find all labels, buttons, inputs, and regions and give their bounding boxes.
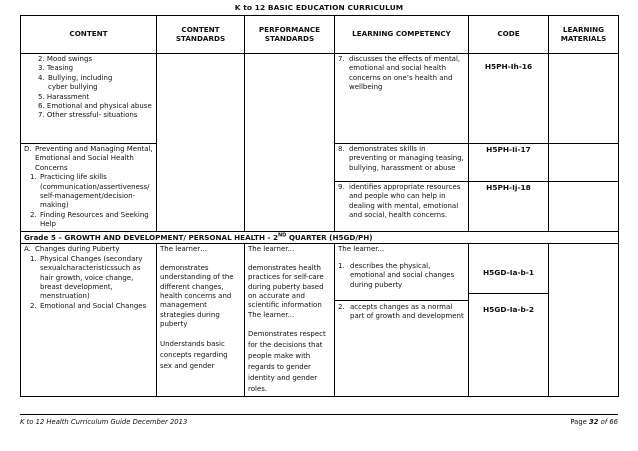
code-cell: H5PH-Ii-17 bbox=[469, 144, 549, 182]
footer-page-number: Page 32 of 66 bbox=[570, 418, 618, 426]
materials-cell bbox=[549, 144, 619, 182]
list-item: 2. Emotional and Social Changes bbox=[30, 301, 147, 310]
competency-cell bbox=[335, 244, 469, 397]
grade-heading: Grade 5 – GROWTH AND DEVELOPMENT/ PERSONAL HEALTH - 2ND QUARTER (H5GD/PH) bbox=[21, 232, 619, 244]
intro-text: The learner... bbox=[338, 245, 385, 254]
list-item: 6. Emotional and physical abuse bbox=[38, 102, 152, 111]
header-content-standards: CONTENT STANDARDS bbox=[157, 16, 245, 54]
list-item: 3. Teasing bbox=[38, 64, 74, 73]
curriculum-table bbox=[20, 15, 619, 397]
performance-standard-text: Demonstrates respect for the decisions that people make with regards to gender identity and gender roles. bbox=[248, 330, 326, 394]
table-row bbox=[21, 244, 619, 397]
content-cell bbox=[21, 54, 157, 144]
competency-cell bbox=[335, 54, 469, 144]
performance-standard-text: demonstrates health practices for self-care during puberty based on accurate and scientific information bbox=[248, 263, 324, 310]
code-cell: H5PH-Ih-16 bbox=[469, 54, 549, 144]
content-standards-cell bbox=[157, 54, 245, 232]
performance-standards-cell bbox=[245, 244, 335, 397]
materials-cell bbox=[549, 244, 619, 397]
intro-text: The learner… bbox=[160, 245, 208, 254]
competency-item: 7. discusses the effects of mental, emotional and social health concerns on one’s health and wellbeing bbox=[338, 55, 461, 92]
header-learning-materials: LEARNING MATERIALS bbox=[549, 16, 619, 54]
code-text: H5GD-Ia-b-1 bbox=[482, 268, 535, 278]
header-content: CONTENT bbox=[21, 16, 157, 54]
header-performance-standards: PERFORMANCE STANDARDS bbox=[245, 16, 335, 54]
footer-divider bbox=[20, 414, 618, 415]
section-heading: D. Preventing and Managing Mental, Emotional and Social Health Concerns bbox=[24, 145, 153, 172]
content-standard-text: demonstrates understanding of the different changes, health concerns and management strategies during puberty bbox=[160, 263, 234, 329]
grade-heading-row bbox=[21, 232, 619, 244]
section-heading: A. Changes during Puberty bbox=[24, 245, 120, 254]
code-cell bbox=[469, 244, 549, 397]
list-item: 1. Physical Changes (secondary sexualcharacteristicssuch as hair growth, voice change, breast development, menstruation) bbox=[30, 254, 143, 301]
list-item: 7. Other stressful- situations bbox=[38, 111, 138, 120]
competency-item: 9. identifies appropriate resources and people who can help in dealing with mental, emotional and social, health concerns. bbox=[338, 183, 461, 220]
competency-item: 8. demonstrates skills in preventing or managing teasing, bullying, harassment or abuse bbox=[338, 145, 464, 172]
header-row bbox=[21, 16, 619, 54]
competency-cell bbox=[335, 144, 469, 182]
materials-cell bbox=[549, 182, 619, 232]
content-standard-text: Understands basic concepts regarding sex and gender bbox=[160, 339, 228, 370]
content-standards-cell bbox=[157, 244, 245, 397]
header-code: CODE bbox=[469, 16, 549, 54]
content-cell bbox=[21, 244, 157, 397]
document-title: K to 12 BASIC EDUCATION CURRICULUM bbox=[234, 3, 404, 12]
intro-text: The learner... bbox=[248, 245, 295, 254]
competency-item: 1. describes the physical, emotional and social changes during puberty bbox=[338, 261, 455, 289]
materials-cell bbox=[549, 54, 619, 144]
list-item: 5. Harassment bbox=[38, 92, 90, 101]
header-learning-competency: LEARNING COMPETENCY bbox=[335, 16, 469, 54]
list-item: 1. Practicing life skills (communication/assertiveness/ self-management/decision-making) bbox=[30, 173, 150, 210]
code-text: H5GD-Ia-b-2 bbox=[469, 293, 548, 314]
content-cell bbox=[21, 144, 157, 232]
intro-text: The learner... bbox=[248, 310, 295, 319]
list-item: 2. Finding Resources and Seeking Help bbox=[30, 210, 149, 229]
footer-guide-title: K to 12 Health Curriculum Guide December 2013 bbox=[20, 418, 188, 426]
competency-cell bbox=[335, 182, 469, 232]
code-cell: H5PH-Ij-18 bbox=[469, 182, 549, 232]
list-item: 2. Mood swings bbox=[38, 55, 93, 63]
performance-standards-cell bbox=[245, 54, 335, 232]
list-item: 4. Bullying, including cyber bullying bbox=[38, 73, 113, 92]
competency-item: 2. accepts changes as a normal part of growth and development bbox=[335, 300, 468, 324]
table-row bbox=[21, 54, 619, 144]
